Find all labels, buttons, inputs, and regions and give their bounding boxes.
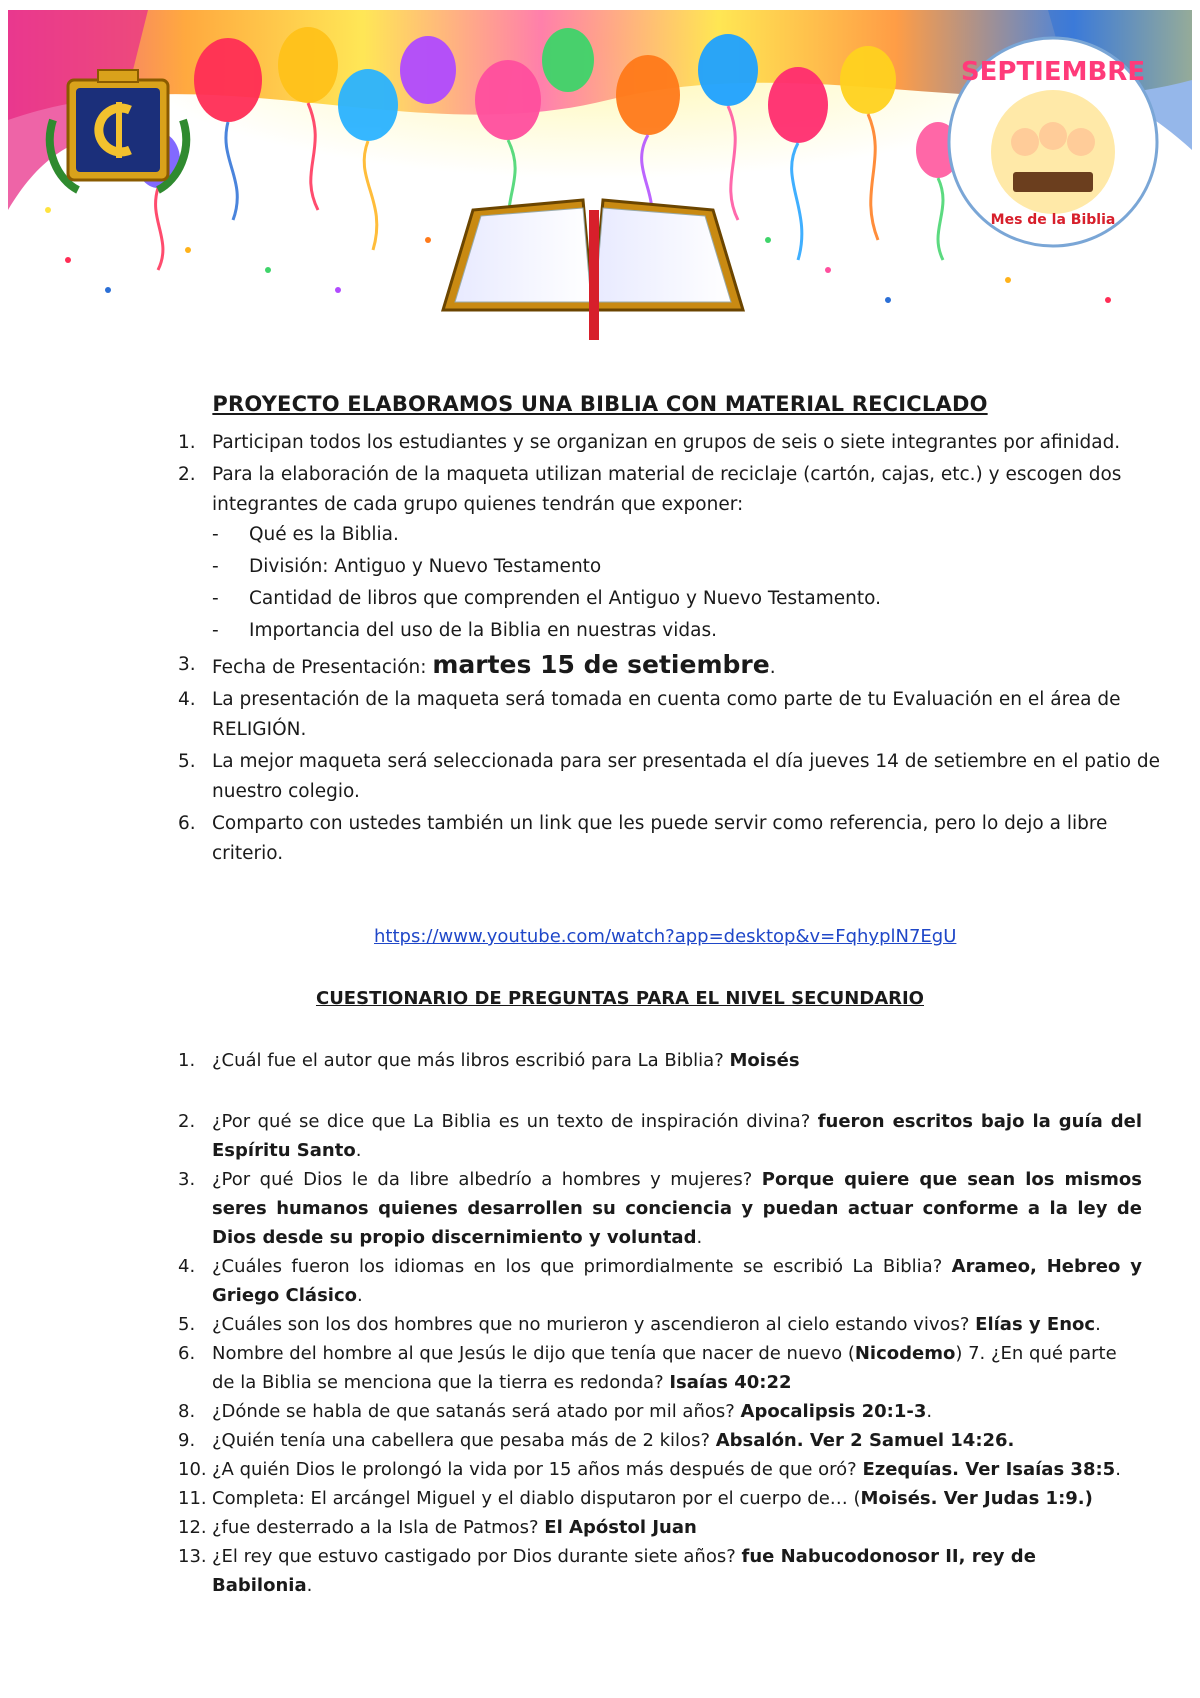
item-number: 3. [178,1169,196,1190]
tail: . [926,1401,933,1422]
answer: Nicodemo [854,1343,956,1364]
item-number: 6. [178,813,196,834]
quiz-item [178,1513,1142,1542]
answer: Apocalipsis 20:1-3 [740,1401,927,1422]
school-crest-icon [50,70,186,190]
exposition-topics [212,520,1162,646]
september-badge-icon [949,38,1157,246]
reference-link[interactable]: https://www.youtube.com/watch?app=desktop&v=FqhyplN7EgU [374,926,957,947]
tail: . [357,1285,363,1306]
topic-text: Qué es la Biblia. [249,524,399,545]
dash: - [212,556,219,577]
question: Nombre del hombre al que Jesús le dijo que tenía que nacer de nuevo ( [212,1343,855,1364]
topic-item [212,552,1162,582]
tail: . [1115,1459,1121,1480]
item-tail: . [769,657,776,678]
item-number: 10. [178,1459,207,1480]
item-text: Fecha de Presentación: [212,657,433,678]
question: ¿El rey que estuvo castigado por Dios durante siete años? [212,1546,742,1567]
question: Completa: El arcángel Miguel y el diablo disputaron por el cuerpo de… ( [212,1488,861,1509]
item-number: 2. [178,1111,196,1132]
project-item-5 [178,747,1162,807]
topic-text: División: Antiguo y Nuevo Testamento [249,556,602,577]
topic-text: Cantidad de libros que comprenden el Antiguo y Nuevo Testamento. [249,588,881,609]
item-number: 11. [178,1488,207,1509]
answer: fueron escritos bajo la guía del Espíritu Santo [212,1111,1142,1161]
project-item-6 [178,809,1162,869]
item-number: 6. [178,1343,196,1364]
answer: Ezequías. Ver Isaías 38:5 [862,1459,1116,1480]
answer: Porque quiere que sean los mismos seres humanos quienes desarrollen su conciencia y puedan actuar conforme a la ley de Dios desde su propio discernimiento y voluntad [212,1169,1142,1248]
question: ¿fue desterrado a la Isla de Patmos? [212,1517,545,1538]
tail: . [306,1575,313,1596]
item-number: 3. [178,654,196,675]
question: ¿Quién tenía una cabellera que pesaba más de 2 kilos? [212,1430,716,1451]
item-number: 12. [178,1517,207,1538]
question: ¿Por qué Dios le da libre albedrío a hombres y mujeres? [212,1169,762,1190]
presentation-date: martes 15 de setiembre [432,650,770,679]
answer: Absalón. Ver 2 Samuel 14:26. [715,1430,1015,1451]
item-text: Comparto con ustedes también un link que les puede servir como referencia, pero lo dejo a libre criterio. [212,813,1108,864]
topic-item [212,616,1162,646]
question: ¿Cuál fue el autor que más libros escribió para La Biblia? [212,1050,730,1071]
answer: fue Nabucodonosor II, rey de Babilonia [212,1546,1036,1596]
badge-caption: Mes de la Biblia [990,212,1116,228]
badge-month-label: SEPTIEMBRE [960,57,1146,87]
item-number: 8. [178,1401,196,1422]
item-number: 13. [178,1546,207,1567]
project-item-3 [178,650,1162,683]
question: ¿A quién Dios le prolongó la vida por 15 años más después de que oró? [212,1459,863,1480]
answer: Moisés. Ver Judas 1:9.) [860,1488,1093,1509]
item-number: 9. [178,1430,196,1451]
quiz-item [178,1310,1142,1339]
dash: - [212,524,219,545]
project-list [178,428,1162,871]
quiz-list [178,1046,1142,1600]
answer: Moisés [729,1050,800,1071]
item-number: 5. [178,751,196,772]
item-text: Participan todos los estudiantes y se organizan en grupos de seis o siete integrantes por afinidad. [212,432,1121,453]
question: ¿Dónde se habla de que satanás será atado por mil años? [212,1401,741,1422]
quiz-item [178,1252,1142,1310]
item-number: 5. [178,1314,196,1335]
dash: - [212,588,219,609]
quiz-item [178,1397,1142,1426]
topic-item [212,584,1162,614]
answer: Elías y Enoc [975,1314,1096,1335]
question: ¿Cuáles son los dos hombres que no murieron y ascendieron al cielo estando vivos? [212,1314,976,1335]
item-text: La presentación de la maqueta será tomada en cuenta como parte de tu Evaluación en el área de RELIGIÓN. [212,689,1121,740]
dash: - [212,620,219,641]
question: ¿Cuáles fueron los idiomas en los que primordialmente se escribió La Biblia? [212,1256,952,1277]
quiz-item [178,1426,1142,1455]
answer: El Apóstol Juan [544,1517,697,1538]
answer-2: Isaías 40:22 [669,1372,792,1393]
item-text: Para la elaboración de la maqueta utilizan material de reciclaje (cartón, cajas, etc.) y escogen dos integrantes de cada grupo quienes tendrán que exponer: [212,464,1122,515]
tail: . [355,1140,362,1161]
topic-text: Importancia del uso de la Biblia en nuestras vidas. [249,620,717,641]
project-item-4 [178,685,1162,745]
item-number: 2. [178,464,196,485]
question: ¿Por qué se dice que La Biblia es un texto de inspiración divina? [212,1111,818,1132]
quiz-item [178,1542,1142,1600]
item-text: La mejor maqueta será seleccionada para ser presentada el día jueves 14 de setiembre en el patio de nuestro colegio. [212,751,1161,802]
quiz-item [178,1046,1142,1075]
topic-item [212,520,1162,550]
quiz-item [178,1455,1142,1484]
quiz-item [178,1339,1142,1397]
item-number: 1. [178,1050,196,1071]
item-number: 4. [178,689,196,710]
project-item-1 [178,428,1162,458]
tail: . [696,1227,703,1248]
item-number: 4. [178,1256,196,1277]
tail: ) 7. ¿En qué parte de la Biblia se menciona que la tierra es redonda? [212,1343,1117,1393]
party-banner-illustration [8,10,1192,340]
quiz-item [178,1484,1142,1513]
tail: . [1095,1314,1101,1335]
item-number: 1. [178,432,196,453]
project-title: PROYECTO ELABORAMOS UNA BIBLIA CON MATERIAL RECICLADO [212,392,988,416]
answer: Arameo, Hebreo y Griego Clásico [212,1256,1142,1306]
quiz-title: CUESTIONARIO DE PREGUNTAS PARA EL NIVEL SECUNDARIO [315,988,924,1009]
quiz-item [178,1107,1142,1165]
header-banner [8,10,1192,340]
quiz-item [178,1165,1142,1252]
project-item-2 [178,460,1162,646]
